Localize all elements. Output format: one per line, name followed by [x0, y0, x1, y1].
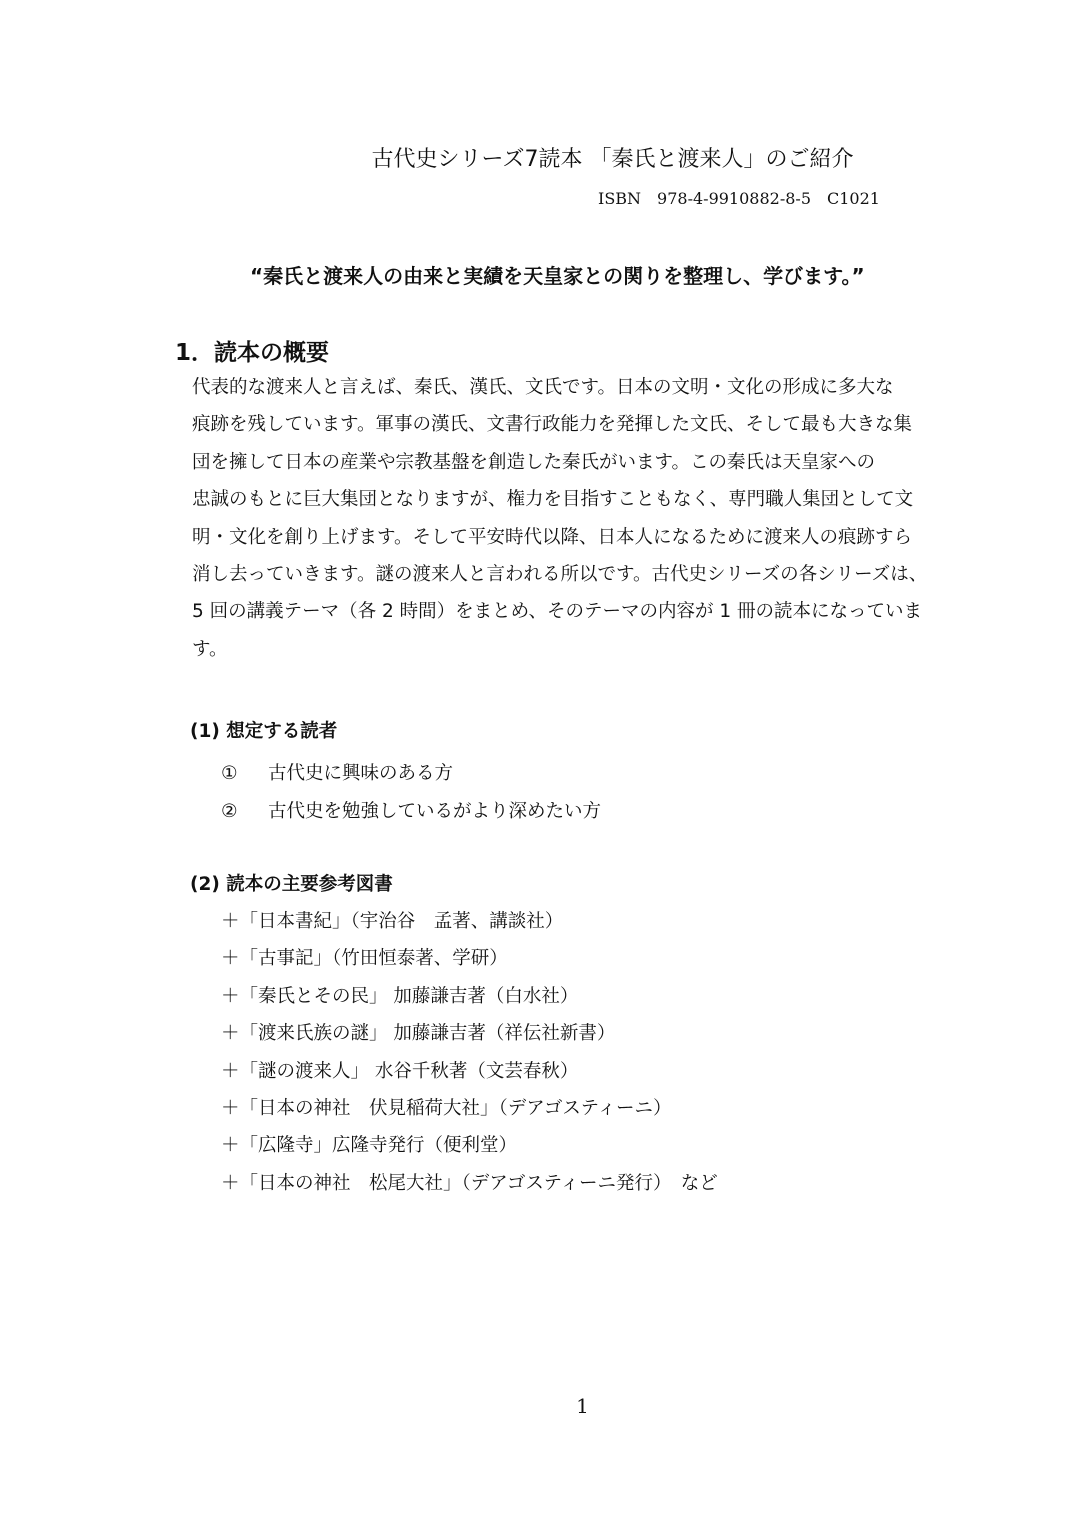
overview-paragraph	[192, 369, 992, 668]
page-title: 古代史シリーズ7読本 「秦氏と渡来人」のご紹介	[371, 147, 854, 172]
list-item	[221, 755, 601, 793]
overview-line: 明・文化を創り上げます。そして平安時代以降、日本人になるために渡来人の痕跡すら	[192, 526, 913, 548]
overview-line: 痕跡を残しています。軍事の漢氏、文書行政能力を発揮した文氏、そして最も大きな集	[192, 414, 913, 436]
isbn-code: ISBN 978-4-9910882-8-5 C1021	[598, 189, 880, 208]
list-item: ＋「日本の神社 松尾大社」（デアゴスティーニ発行） など	[221, 1172, 718, 1194]
overview-line: 代表的な渡来人と言えば、秦氏、漢氏、文氏です。日本の文明・文化の形成に多大な	[192, 377, 894, 398]
reference-book-list	[221, 903, 718, 1202]
list-item: ＋「日本の神社 伏見稲荷大社」（デアゴスティーニ）	[221, 1097, 672, 1119]
overview-line: 消し去っていきます。謎の渡来人と言われる所以です。古代史シリーズの各シリーズは、	[192, 563, 928, 585]
overview-line: 忠誠のもとに巨大集団となりますが、権力を目指すこともなく、専門職人集団として文	[192, 489, 914, 511]
overview-line: 5 回の講義テーマ（各 2 時間）をまとめ、そのテーマの内容が 1 冊の読本になっていま	[192, 601, 922, 623]
overview-line: 団を擁して日本の産業や宗教基盤を創造した秦氏がいます。この秦氏は天皇家への	[192, 451, 876, 473]
subheading-target-readers: (1) 想定する読者	[190, 721, 338, 742]
page-number: 1	[576, 1394, 589, 1418]
list-item: ＋「古事記」（竹田恒泰著、学研）	[221, 948, 508, 970]
target-readers-list	[221, 755, 601, 830]
list-item: ＋「謎の渡来人」 水谷千秋著（文芸春秋）	[221, 1060, 579, 1082]
list-item: ＋「日本書紀」（宇治谷 孟著、講談社）	[221, 911, 564, 932]
item-number: ①	[221, 763, 238, 784]
overview-line: す。	[192, 638, 228, 660]
item-number: ②	[221, 800, 238, 822]
section-heading-overview: 1．読本の概要	[175, 340, 330, 366]
list-item	[221, 793, 601, 831]
item-text: 古代史に興味のある方	[268, 763, 454, 784]
list-item: ＋「秦氏とその民」 加藤謙吉著（白水社）	[221, 985, 579, 1007]
tagline: “秦氏と渡来人の由来と実績を天皇家との関りを整理し、学びます。”	[250, 264, 865, 288]
item-text: 古代史を勉強しているがより深めたい方	[268, 800, 602, 822]
list-item: ＋「渡来氏族の謎」 加藤謙吉著（祥伝社新書）	[221, 1023, 616, 1045]
list-item: ＋「広隆寺」広隆寺発行（便利堂）	[221, 1135, 518, 1157]
subheading-references: (2) 読本の主要参考図書	[190, 874, 393, 895]
